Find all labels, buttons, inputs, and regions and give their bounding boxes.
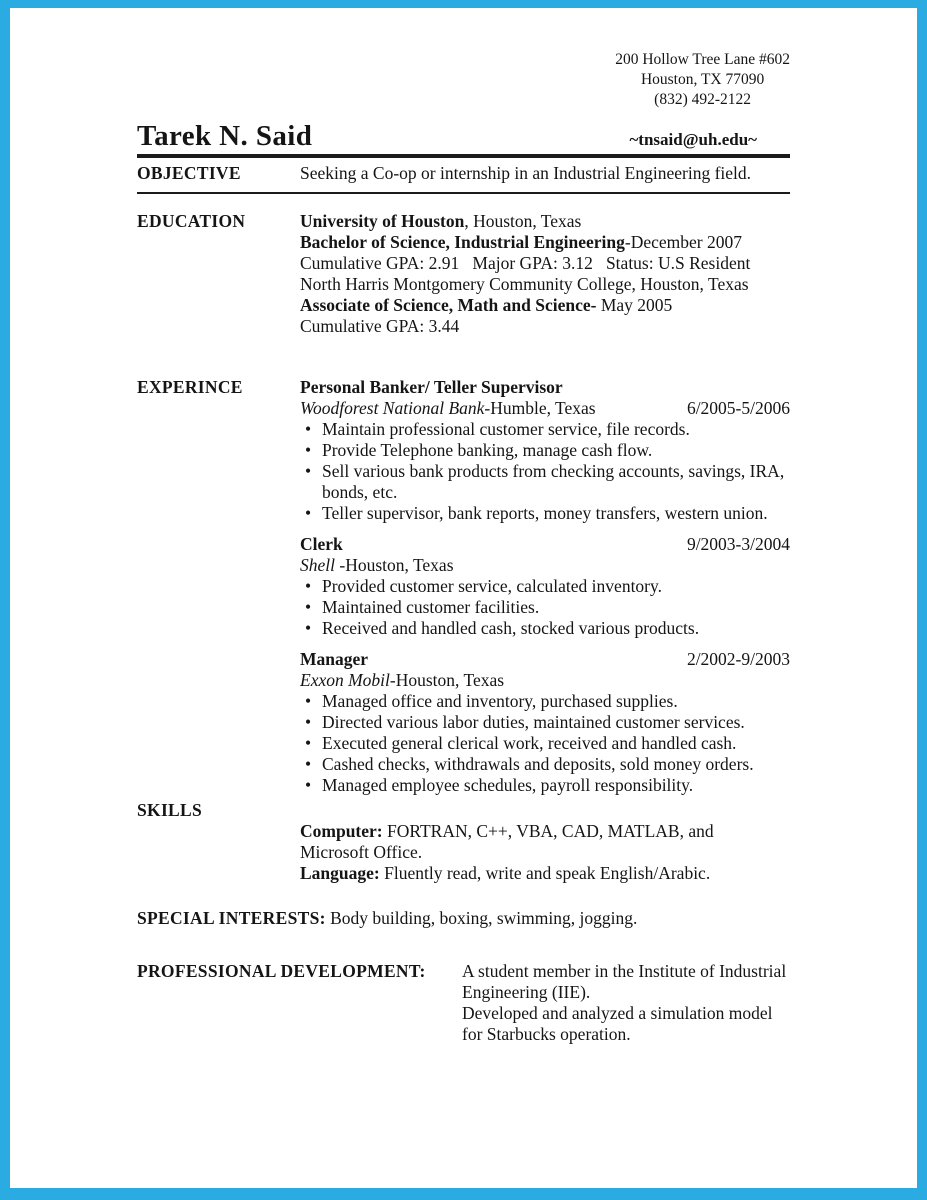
bullet-item: • Executed general clerical work, received and handled cash. [300, 733, 790, 754]
degree-title: Bachelor of Science, Industrial Engineering [300, 232, 625, 252]
bullet-item: • Maintained customer facilities. [300, 597, 790, 618]
objective-heading: OBJECTIVE [137, 163, 241, 183]
special-interests-section [137, 908, 790, 929]
contact-block [615, 50, 790, 110]
experience-heading: EXPERINCE [137, 377, 243, 397]
objective-text: Seeking a Co-op or internship in an Industrial Engineering field. [300, 163, 752, 183]
job-bullets [300, 691, 790, 796]
experience-section [137, 377, 790, 796]
bullet-item: • Managed employee schedules, payroll responsibility. [300, 775, 790, 796]
skills-computer-line [300, 821, 750, 863]
job-bullets [300, 576, 790, 639]
company-name: Exxon Mobil [300, 670, 390, 690]
job-title-row [300, 649, 790, 670]
objective-section [137, 158, 790, 194]
bullet-item: • Cashed checks, withdrawals and deposits, sold money orders. [300, 754, 790, 775]
education-degree-1 [300, 232, 790, 253]
education-school-2: North Harris Montgomery Community College, Houston, Texas [300, 274, 749, 294]
skills-language-label: Language: [300, 863, 380, 883]
professional-development-body [462, 961, 790, 1045]
job-dates: 9/2003-3/2004 [686, 534, 790, 554]
education-stats-2: Cumulative GPA: 3.44 [300, 316, 460, 336]
bullet-item: • Directed various labor duties, maintained customer services. [300, 712, 790, 733]
job-company-row [300, 398, 790, 419]
professional-development-heading: PROFESSIONAL DEVELOPMENT: [137, 961, 426, 981]
education-school-1 [300, 211, 790, 232]
job-entry [300, 649, 790, 796]
contact-address-line1: 200 Hollow Tree Lane #602 [615, 51, 790, 68]
degree-title: Associate of Science, Math and Science- [300, 295, 597, 315]
education-heading: EDUCATION [137, 211, 246, 231]
job-title: Personal Banker/ Teller Supervisor [300, 377, 563, 397]
job-dates: 2/2002-9/2003 [686, 649, 790, 669]
job-company [300, 398, 596, 419]
job-bullets [300, 419, 790, 524]
degree-date: May 2005 [596, 295, 673, 315]
company-name: Woodforest National Bank [300, 398, 485, 418]
job-company [300, 670, 790, 691]
school-name: University of Houston [300, 211, 465, 231]
job-title: Manager [300, 649, 369, 669]
experience-body [300, 377, 790, 796]
degree-date: -December 2007 [624, 232, 742, 252]
education-body [300, 211, 790, 337]
bullet-item: • Maintain professional customer service, file records. [300, 419, 790, 440]
company-location: -Houston, Texas [335, 555, 454, 575]
job-title-row [300, 534, 790, 555]
bullet-item: • Provide Telephone banking, manage cash flow. [300, 440, 790, 461]
resume-content [10, 8, 917, 1045]
bullet-item: • Managed office and inventory, purchased supplies. [300, 691, 790, 712]
bullet-item: • Provided customer service, calculated inventory. [300, 576, 790, 597]
professional-development-section [137, 961, 790, 1045]
company-location: -Houston, Texas [389, 670, 505, 690]
school-location: , Houston, Texas [464, 211, 582, 231]
company-location: -Humble, Texas [484, 398, 596, 418]
skills-language-line [300, 863, 750, 884]
contact-address-line2: Houston, TX 77090 [640, 71, 765, 88]
bullet-item: • Sell various bank products from checking accounts, savings, IRA, bonds, etc. [300, 461, 790, 503]
candidate-name: Tarek N. Said [137, 120, 313, 152]
job-entry [300, 534, 790, 639]
job-entry [300, 377, 790, 524]
job-company [300, 555, 790, 576]
bullet-item: • Received and handled cash, stocked various products. [300, 618, 790, 639]
professional-development-item: A student member in the Institute of Industrial Engineering (IIE). [462, 961, 787, 1002]
skills-computer-label: Computer: [300, 821, 383, 841]
skills-computer-text: FORTRAN, C++, VBA, CAD, MATLAB, and Microsoft Office. [300, 821, 714, 862]
bullet-item: • Teller supervisor, bank reports, money transfers, western union. [300, 503, 790, 524]
job-dates: 6/2005-5/2006 [686, 398, 790, 418]
professional-development-item: Developed and analyzed a simulation model for Starbucks operation. [462, 1003, 773, 1044]
skills-language-text: Fluently read, write and speak English/Arabic. [379, 863, 711, 883]
education-section [137, 211, 790, 337]
skills-body [300, 821, 750, 884]
contact-email: ~tnsaid@uh.edu~ [629, 130, 757, 149]
special-interests-heading: SPECIAL INTERESTS: [137, 908, 326, 928]
skills-section [137, 800, 790, 884]
contact-phone: (832) 492-2122 [654, 91, 752, 108]
company-name: Shell [300, 555, 335, 575]
name-row [137, 120, 790, 158]
skills-heading: SKILLS [137, 800, 203, 820]
special-interests-text: Body building, boxing, swimming, jogging. [325, 908, 638, 928]
job-title: Clerk [300, 534, 343, 554]
education-degree-2 [300, 295, 790, 316]
education-stats-1: Cumulative GPA: 2.91 Major GPA: 3.12 Status: U.S Resident [300, 253, 751, 273]
